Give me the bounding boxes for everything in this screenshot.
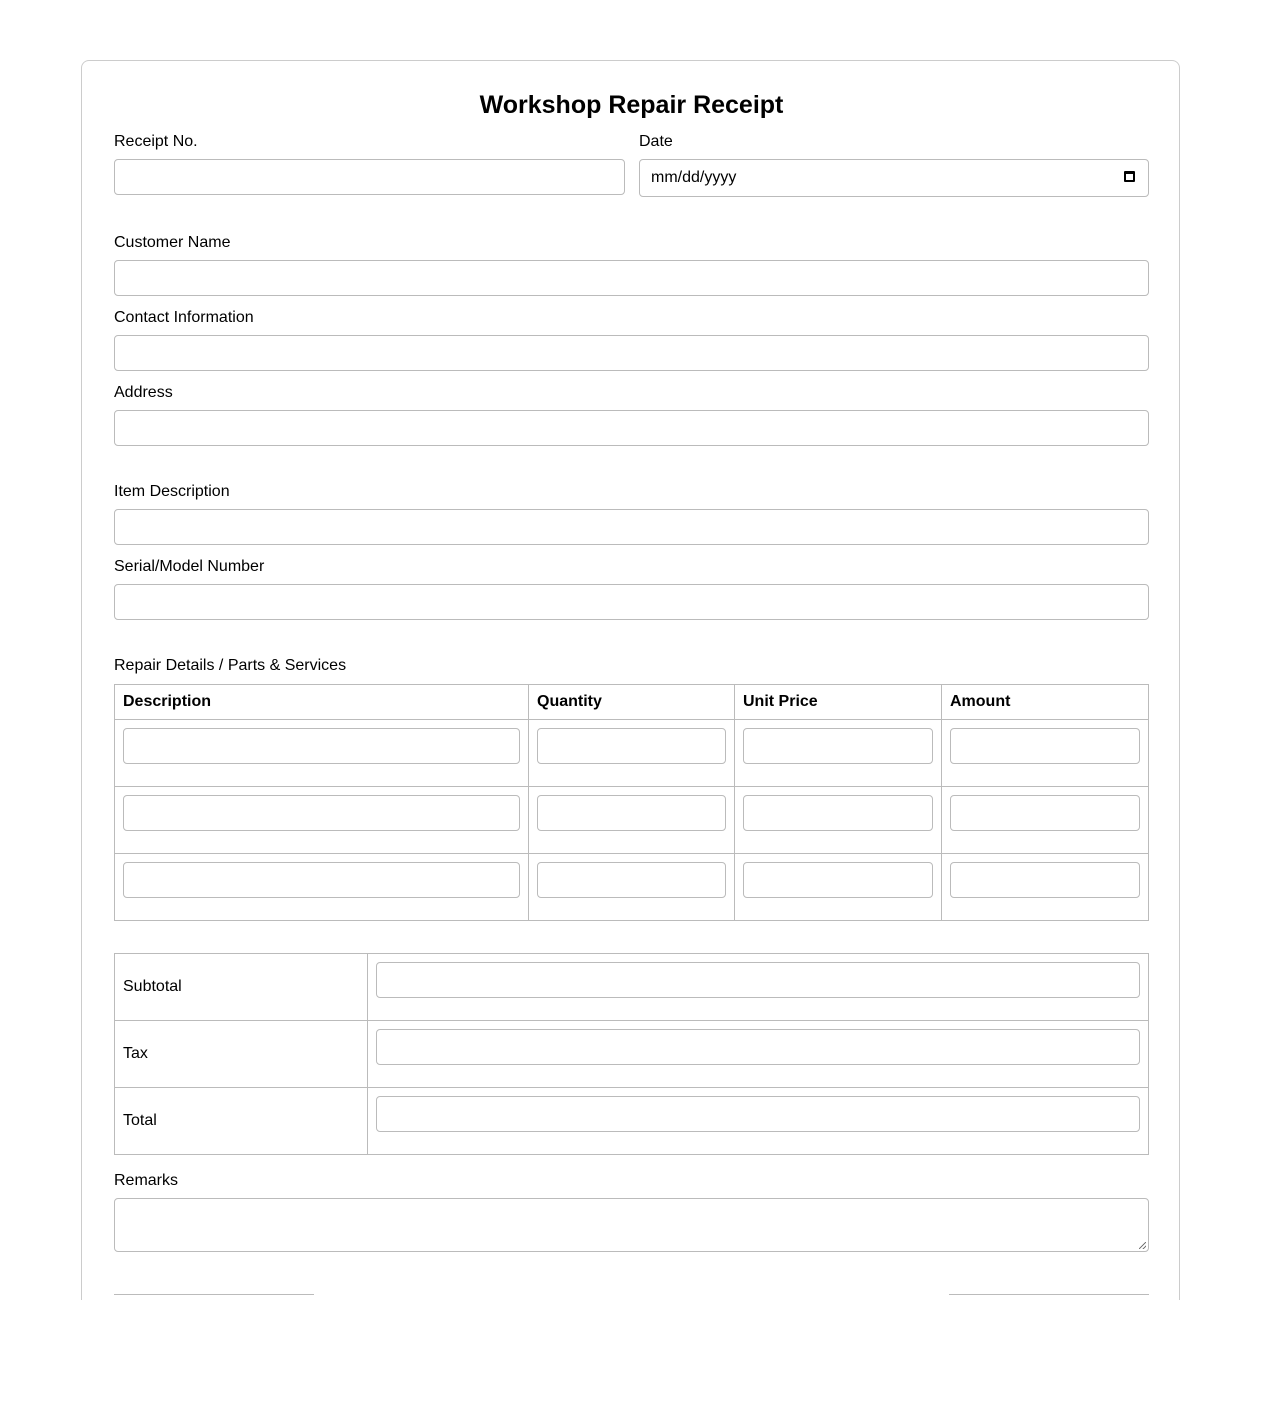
total-row (115, 1088, 1149, 1155)
totals-table (114, 953, 1149, 1155)
tax-input[interactable] (376, 1029, 1140, 1065)
unit-price-input[interactable] (743, 795, 933, 831)
signature-line-left (114, 1294, 314, 1295)
column-header-quantity: Quantity (529, 685, 735, 720)
table-row (115, 787, 1149, 854)
contact-information-input[interactable] (114, 335, 1149, 371)
date-placeholder: mm/dd/yyyy (651, 169, 737, 186)
tax-row (115, 1021, 1149, 1088)
customer-name-input[interactable] (114, 260, 1149, 296)
item-description-input[interactable] (114, 509, 1149, 545)
amount-input[interactable] (950, 862, 1140, 898)
subtotal-row (115, 954, 1149, 1021)
remarks-textarea[interactable] (114, 1198, 1149, 1252)
total-label: Total (115, 1088, 368, 1155)
remarks-label: Remarks (114, 1172, 179, 1189)
contact-information-label: Contact Information (114, 309, 254, 326)
table-row (115, 720, 1149, 787)
unit-price-input[interactable] (743, 862, 933, 898)
resize-handle-icon[interactable] (1139, 1242, 1146, 1249)
subtotal-label: Subtotal (115, 954, 368, 1021)
subtotal-input[interactable] (376, 962, 1140, 998)
customer-name-label: Customer Name (114, 234, 231, 251)
amount-input[interactable] (950, 728, 1140, 764)
amount-input[interactable] (950, 795, 1140, 831)
item-description-label: Item Description (114, 483, 230, 500)
date-input[interactable] (639, 159, 1149, 197)
address-input[interactable] (114, 410, 1149, 446)
table-row (115, 854, 1149, 921)
column-header-unit-price: Unit Price (735, 685, 942, 720)
description-input[interactable] (123, 728, 520, 764)
receipt-no-input[interactable] (114, 159, 625, 195)
calendar-icon[interactable] (1124, 171, 1135, 182)
serial-model-number-label: Serial/Model Number (114, 558, 265, 575)
unit-price-input[interactable] (743, 728, 933, 764)
date-label: Date (639, 133, 673, 150)
column-header-description: Description (115, 685, 529, 720)
table-header-row (115, 685, 1149, 720)
repair-details-label: Repair Details / Parts & Services (114, 657, 347, 674)
signature-line-right (949, 1294, 1149, 1295)
repair-details-table (114, 684, 1149, 921)
tax-label: Tax (115, 1021, 368, 1088)
serial-model-number-input[interactable] (114, 584, 1149, 620)
quantity-input[interactable] (537, 862, 726, 898)
address-label: Address (114, 384, 173, 401)
total-input[interactable] (376, 1096, 1140, 1132)
receipt-no-label: Receipt No. (114, 133, 198, 150)
description-input[interactable] (123, 862, 520, 898)
quantity-input[interactable] (537, 795, 726, 831)
description-input[interactable] (123, 795, 520, 831)
quantity-input[interactable] (537, 728, 726, 764)
column-header-amount: Amount (942, 685, 1149, 720)
page-title: Workshop Repair Receipt (479, 91, 784, 119)
